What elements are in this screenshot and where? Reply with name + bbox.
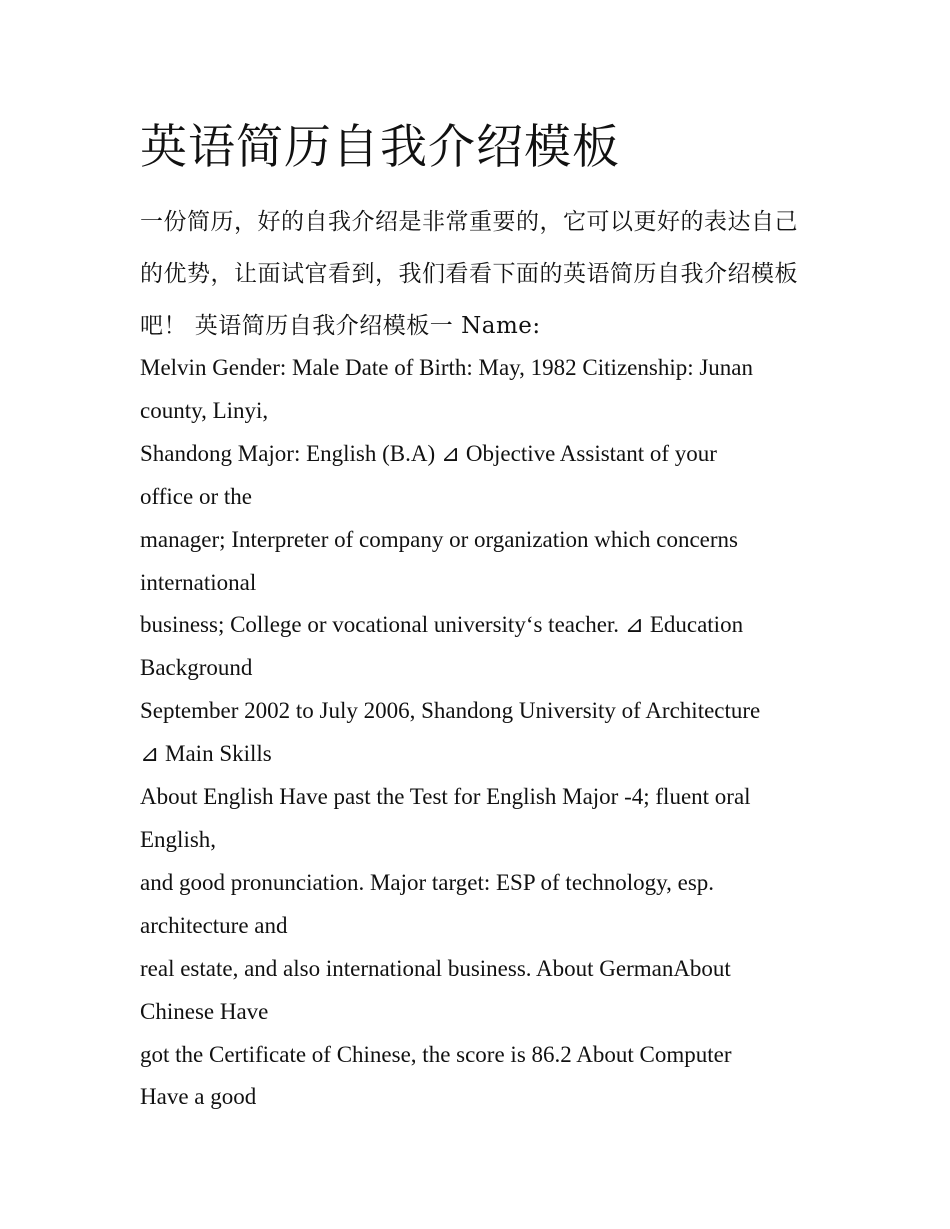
body-line: got the Certificate of Chinese, the score is 86.2 About Computer — [140, 1041, 732, 1067]
body-line: Melvin Gender: Male Date of Birth: May, 1982 Citizenship: Junan — [140, 355, 754, 380]
body-line: real estate, and also international business. About GermanAbout — [140, 955, 731, 981]
page-title: 英语简历自我介绍模板 — [140, 120, 620, 175]
body-line: Background — [140, 655, 253, 681]
body-line: business; College or vocational university‘s teacher. ⊿ Education — [140, 612, 744, 638]
body-line: ⊿ Main Skills — [140, 741, 272, 767]
body-line: Have a good — [140, 1084, 257, 1110]
body-line: architecture and — [140, 912, 288, 938]
body-line: Shandong Major: English (B.A) ⊿ Objective Assistant of your — [140, 440, 717, 466]
body-line: office or the — [140, 483, 252, 509]
body-line: and good pronunciation. Major target: ESP of technology, esp. — [140, 869, 715, 895]
body-line: Chinese Have — [140, 998, 269, 1024]
body-line: county, Linyi, — [140, 397, 269, 423]
body-line: English, — [140, 826, 217, 852]
resume-body — [140, 347, 830, 1119]
body-line: September 2002 to July 2006, Shandong University of Architecture — [140, 698, 761, 724]
body-line: About English Have past the Test for English Major -4; fluent oral — [140, 784, 751, 810]
body-line: international — [140, 569, 257, 595]
body-line: manager; Interpreter of company or organization which concerns — [140, 526, 738, 552]
intro-paragraph: 一份简历，好的自我介绍是非常重要的，它可以更好的表达自己的优势，让面试官看到，我们看看下面的英语简历自我介绍模板吧！ 英语简历自我介绍模板一 Name: — [140, 209, 798, 339]
